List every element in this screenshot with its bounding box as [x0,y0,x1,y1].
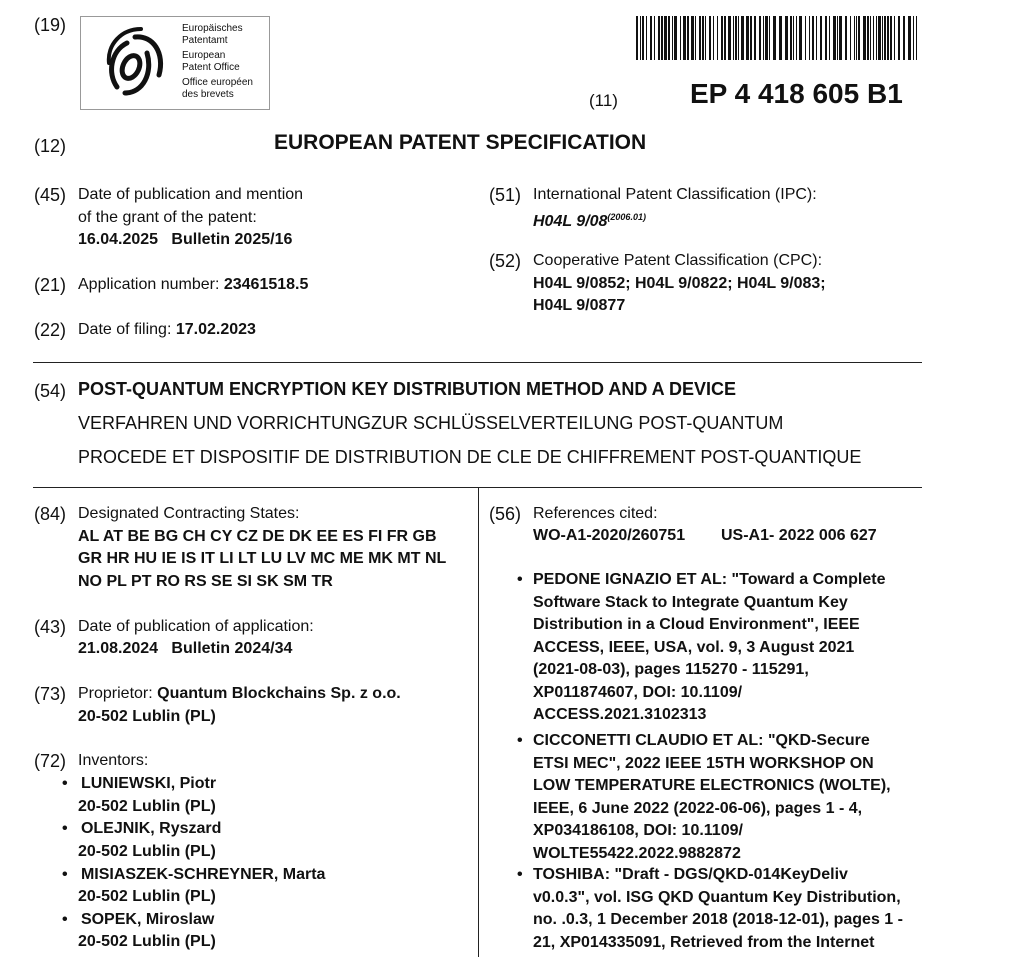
inventor-1-address: 20-502 Lublin (PL) [78,798,216,815]
grant-date-label-1: Date of publication and mention [78,186,304,203]
inventor-3: • MISIASZEK-SCHREYNER, Marta [62,866,326,883]
epo-logo-icon [95,23,175,103]
inid-code-12: (12) [34,136,67,156]
title-en: POST-QUANTUM ENCRYPTION KEY DISTRIBUTION METHOD AND A DEVICE [78,379,737,399]
reference-bullet: • [517,866,523,883]
barcode [636,16,920,60]
inid-code-19: (19) [34,15,67,35]
reference-3-line: v0.0.3", vol. ISG QKD Quantum Key Distribution, [533,888,901,906]
ipc-value: H04L $9/08^{(2006.01)}$ [533,212,646,230]
states-line-3: NO PL PT RO RS SE SI SK SM TR [78,573,333,590]
reference-3-line: TOSHIBA: "Draft - DGS/QKD-014KeyDeliv [533,866,848,883]
document-title: EUROPEAN PATENT SPECIFICATION [274,131,647,154]
inid-code-43: (43) [34,617,67,637]
reference-1-line: ACCESS.2021.3102313 [533,706,707,723]
inid-code-73: (73) [34,684,67,704]
patent-citation-1: WO-A1-2020/260751 [533,527,686,544]
inid-code-54: (54) [34,381,67,401]
reference-2-line: IEEE, 6 June 2022 (2022-06-06), pages 1 - 4, [533,799,863,817]
reference-3-line: 21, XP014335091, Retrieved from the Internet [533,933,875,951]
reference-2-line: ETSI MEC", 2022 IEEE 15TH WORKSHOP ON [533,754,874,772]
application-pub-value: 21.08.2024 Bulletin 2024/34 [78,640,293,657]
inventor-1: • LUNIEWSKI, Piotr [62,775,217,792]
states-label: Designated Contracting States: [78,505,300,522]
inventors-label: Inventors: [78,752,149,769]
states-line-1: AL AT BE BG CH CY CZ DE DK EE ES FI FR GB [78,528,437,545]
application-number: Application number: 23461518.5 [78,276,309,293]
title-fr: PROCEDE ET DISPOSITIF DE DISTRIBUTION DE CLE DE CHIFFREMENT POST-QUANTIQUE [78,447,862,467]
publication-number: EP 4 418 605 B1 [690,78,903,109]
column-divider [478,487,479,957]
office-names: Europäisches Patentamt European Patent Office Office européen des brevets [182,23,253,100]
epo-logo-box [80,16,270,110]
states-line-2: GR HR HU IE IS IT LI LT LU LV MC ME MK MT NL [78,550,447,567]
reference-2-line: LOW TEMPERATURE ELECTRONICS (WOLTE), [533,777,891,794]
inid-code-11: (11) [589,91,618,110]
application-pub-label: Date of publication of application: [78,618,314,635]
inid-code-21: (21) [34,275,67,295]
title-de: VERFAHREN UND VORRICHTUNGZUR SCHLÜSSELVERTEILUNG POST-QUANTUM [78,413,784,433]
inventor-2: • OLEJNIK, Ryszard [62,820,222,837]
reference-1-line: (2021-08-03), pages 115270 - 115291, [533,661,809,678]
inid-code-45: (45) [34,185,67,205]
reference-1-line: Distribution in a Cloud Environment", IEEE [533,616,860,633]
inventor-2-address: 20-502 Lublin (PL) [78,843,216,860]
inid-code-72: (72) [34,751,67,771]
references-label: References cited: [533,505,658,522]
reference-1-line: PEDONE IGNAZIO ET AL: "Toward a Complete [533,571,886,588]
grant-date-value: 16.04.2025 Bulletin 2025/16 [78,231,293,248]
inventor-4: • SOPEK, Miroslaw [62,911,215,928]
inid-code-52: (52) [489,251,522,271]
reference-bullet: • [517,732,523,749]
cpc-value-2: H04L 9/0877 [533,297,626,314]
inid-code-22: (22) [34,320,67,340]
reference-1-line: Software Stack to Integrate Quantum Key [533,593,848,611]
inid-code-56: (56) [489,504,522,524]
inid-code-84: (84) [34,504,67,524]
divider-top [33,362,922,363]
reference-3-line: no. .0.3, 1 December 2018 (2018-12-01), pages 1 - [533,911,903,928]
ipc-label: International Patent Classification (IPC): [533,186,817,203]
reference-2-line: XP034186108, DOI: 10.1109/ [533,822,743,839]
reference-bullet: • [517,571,523,588]
proprietor-address: 20-502 Lublin (PL) [78,708,216,725]
inid-code-51: (51) [489,185,522,205]
reference-1-line: XP011874607, DOI: 10.1109/ [533,683,743,701]
reference-2-line: CICCONETTI CLAUDIO ET AL: "QKD-Secure [533,732,870,749]
cpc-label: Cooperative Patent Classification (CPC): [533,252,823,269]
reference-2-line: WOLTE55422.2022.9882872 [533,844,741,862]
inventor-3-address: 20-502 Lublin (PL) [78,888,216,905]
inventor-4-address: 20-502 Lublin (PL) [78,933,216,950]
patent-citation-2: US-A1- 2022 006 627 [721,527,877,544]
filing-date: Date of filing: 17.02.2023 [78,321,256,338]
cpc-value-1: H04L 9/0852; H04L 9/0822; H04L 9/083; [533,275,826,292]
proprietor: Proprietor: Quantum Blockchains Sp. z o.o. [78,685,401,702]
grant-date-label-2: of the grant of the patent: [78,209,257,226]
reference-1-line: ACCESS, IEEE, USA, vol. 9, 3 August 2021 [533,638,855,656]
